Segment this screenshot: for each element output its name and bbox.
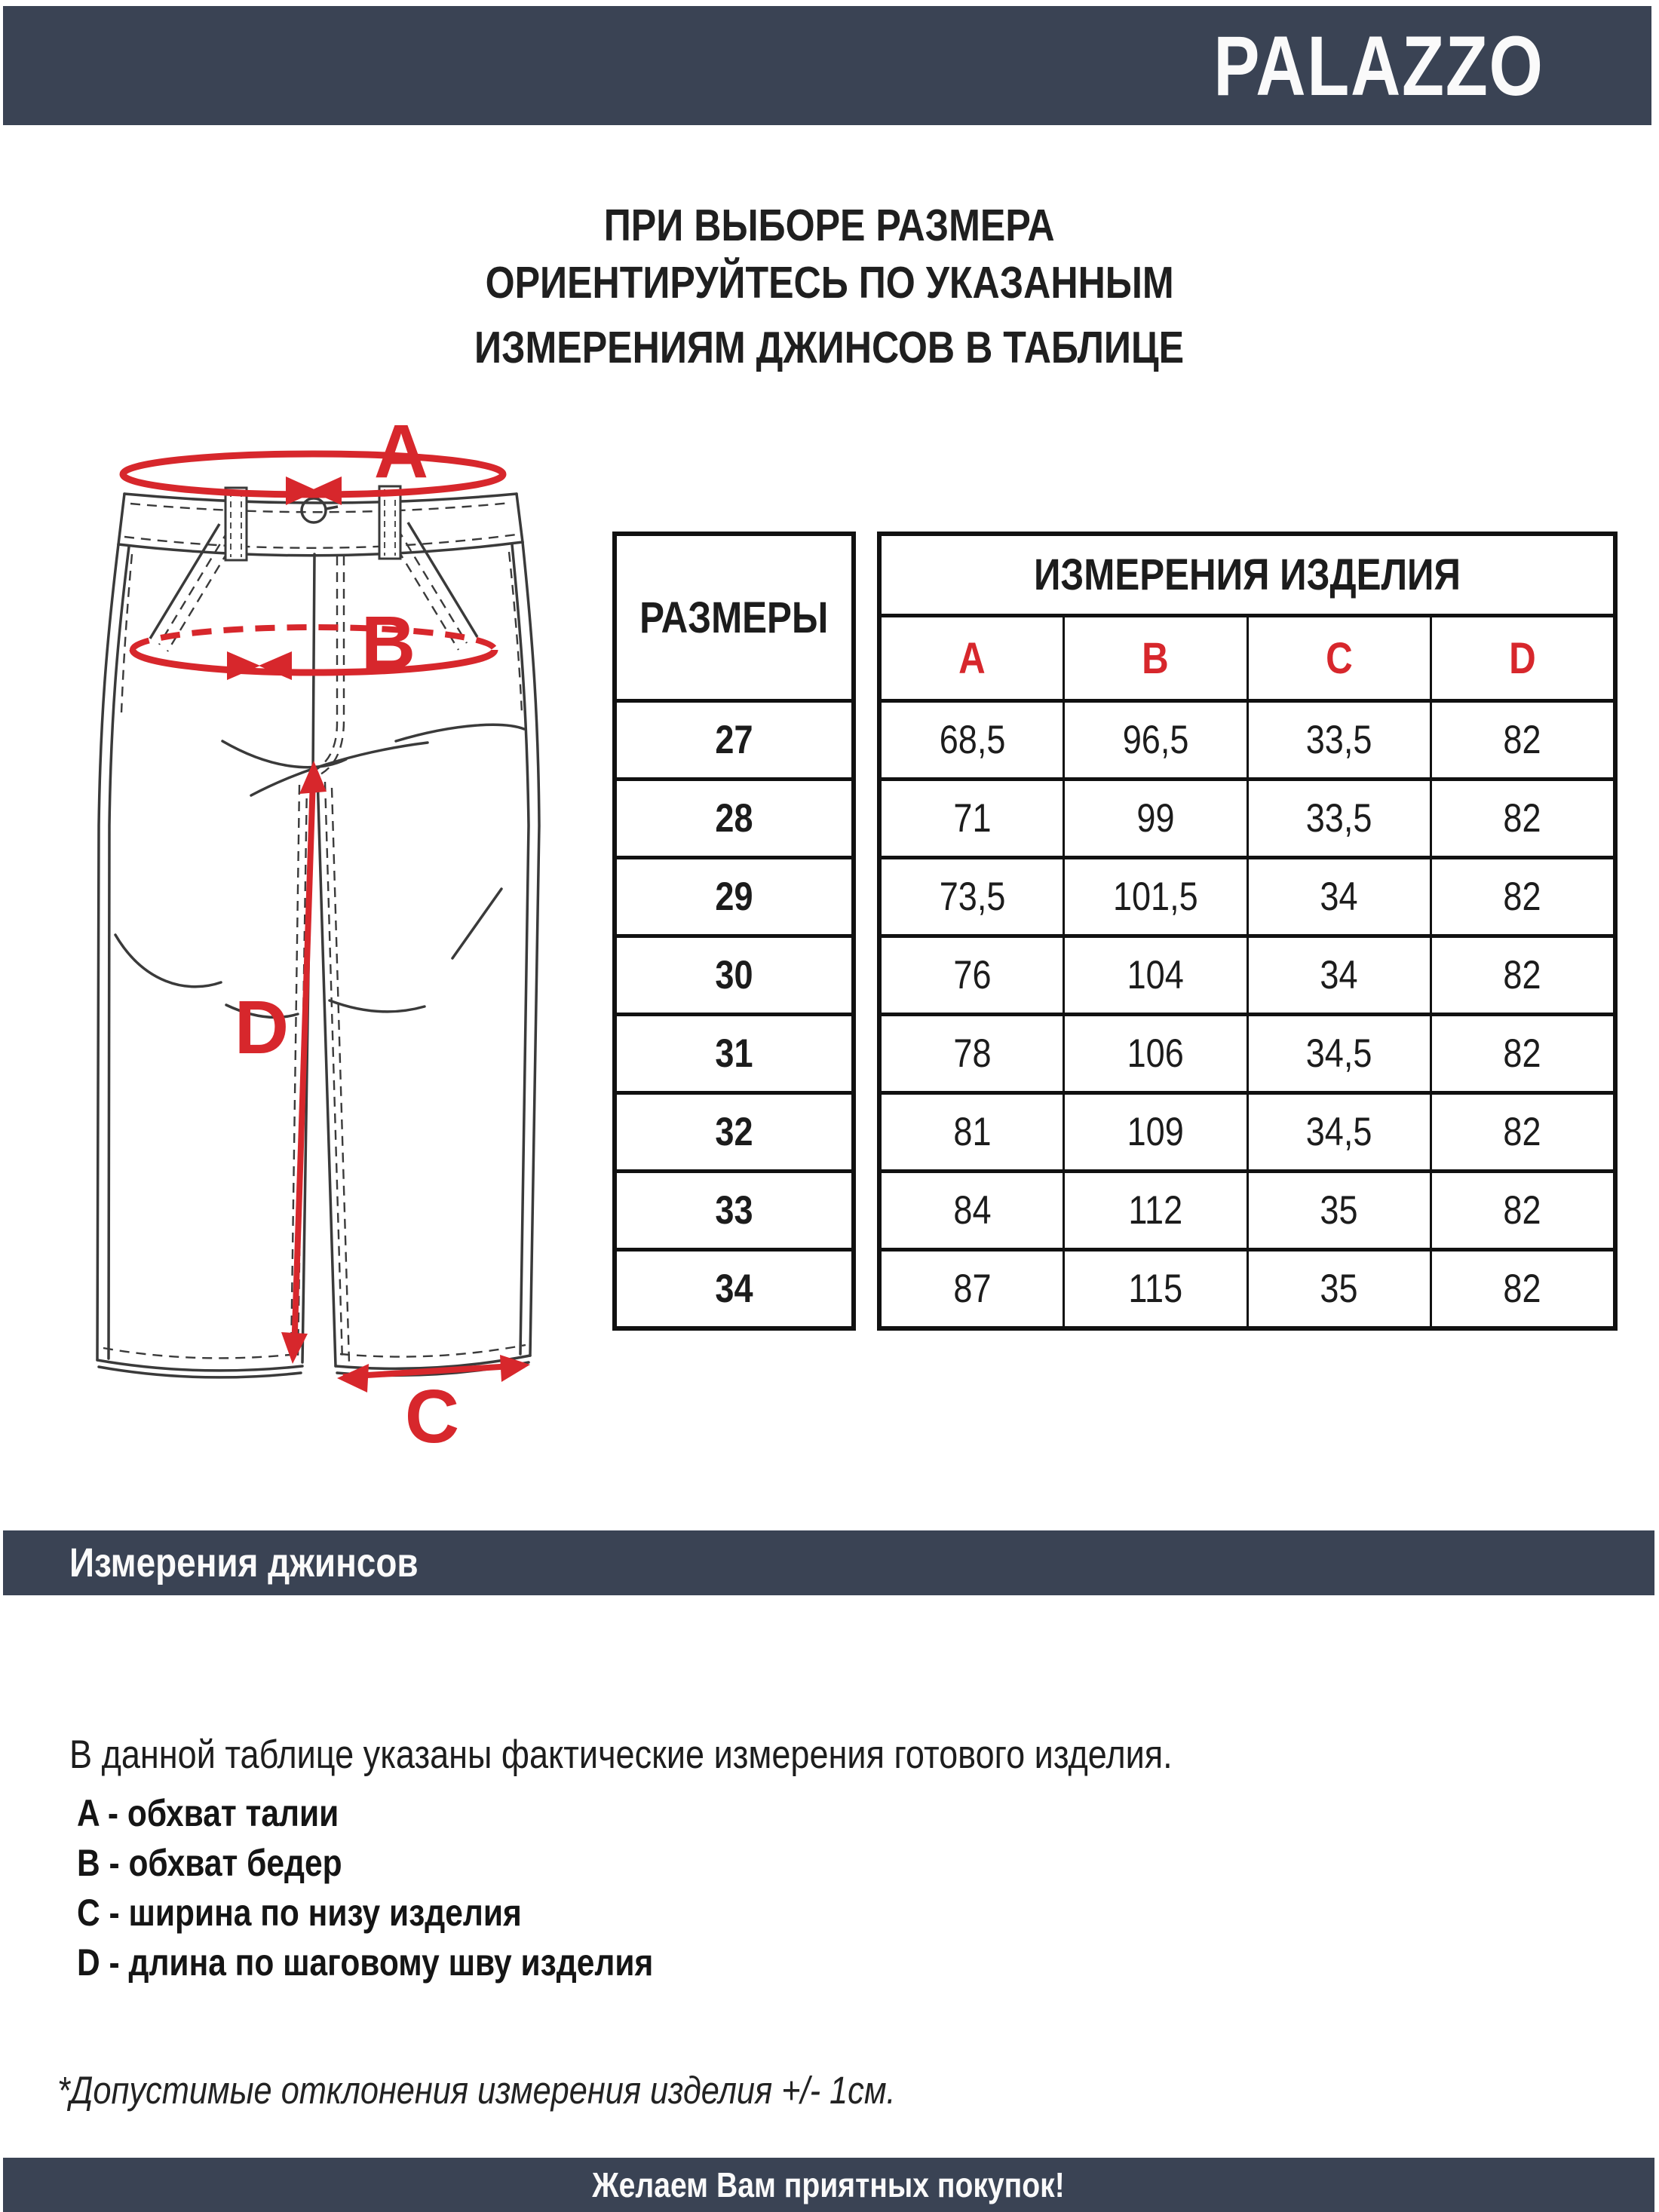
column-letter: D — [1509, 633, 1536, 683]
size-value: 28 — [715, 796, 753, 841]
measurement-row — [882, 934, 1613, 1013]
measurements-header-cell: ИЗМЕРЕНИЯ ИЗДЕЛИЯ — [882, 536, 1613, 617]
size-value: 29 — [715, 875, 753, 919]
value-d-cell: 82 — [1430, 1173, 1613, 1248]
sizes-table — [612, 532, 856, 1331]
size-row — [617, 1169, 851, 1248]
column-letter: B — [1142, 633, 1170, 683]
value-c-cell: 33,5 — [1247, 703, 1430, 777]
value-a-cell: 73,5 — [939, 875, 1005, 919]
legend-item: C - ширина по низу изделия — [77, 1892, 522, 1934]
size-row — [617, 856, 851, 934]
value-d-cell: 82 — [1430, 859, 1613, 934]
value-a-cell: 76 — [953, 953, 992, 997]
value-a-cell: 81 — [953, 1110, 992, 1154]
value-d-cell: 82 — [1430, 1095, 1613, 1169]
value-a-cell: 71 — [953, 796, 992, 841]
value-a-cell: 78 — [953, 1031, 992, 1076]
measurement-columns — [882, 617, 1613, 699]
size-row — [617, 1091, 851, 1169]
value-b-cell: 115 — [1063, 1252, 1246, 1326]
tolerance-note: *Допустимые отклонения измерения изделия +/- 1см. — [57, 2069, 896, 2112]
brand-name: PALAZZO — [1213, 18, 1544, 113]
column-header-cell — [1247, 617, 1430, 699]
value-c-cell: 34 — [1247, 938, 1430, 1013]
jeans-technical-drawing — [72, 418, 569, 1527]
value-c-cell: 34 — [1247, 859, 1430, 934]
value-c-cell: 33,5 — [1247, 781, 1430, 856]
value-b-cell: 99 — [1063, 781, 1246, 856]
value-a-cell: 68,5 — [939, 718, 1005, 762]
measurement-marks — [123, 454, 524, 1377]
measurements-table — [877, 532, 1618, 1331]
measurement-row — [882, 1248, 1613, 1326]
section-title-bar: Измерения джинсов — [3, 1530, 1654, 1595]
size-value: 27 — [715, 718, 753, 762]
sizes-rows — [617, 699, 851, 1326]
jeans-outline — [97, 494, 539, 1377]
waist-measure-ellipse — [123, 454, 503, 495]
legend-item: B - обхват бедер — [77, 1842, 342, 1884]
intro-heading — [0, 202, 1659, 371]
value-c-cell: 34,5 — [1247, 1016, 1430, 1091]
size-value: 30 — [715, 953, 753, 997]
brand-header-bar — [3, 6, 1651, 125]
size-value: 34 — [715, 1267, 753, 1311]
intro-line-1: ПРИ ВЫБОРЕ РАЗМЕРА — [604, 201, 1055, 250]
label-a: A — [373, 418, 429, 494]
size-row — [617, 777, 851, 856]
measurement-legend — [77, 1788, 755, 1987]
column-header-cell — [1430, 617, 1613, 699]
legend-item: A - обхват талии — [77, 1792, 339, 1834]
measurement-rows — [882, 699, 1613, 1326]
measurement-row — [882, 856, 1613, 934]
label-d: D — [234, 985, 290, 1070]
measurement-row — [882, 1013, 1613, 1091]
value-a-cell: 87 — [953, 1267, 992, 1311]
value-b-cell: 104 — [1063, 938, 1246, 1013]
size-row — [617, 1248, 851, 1326]
value-d-cell: 82 — [1430, 1252, 1613, 1326]
value-b-cell: 112 — [1063, 1173, 1246, 1248]
value-d-cell: 82 — [1430, 1016, 1613, 1091]
value-b-cell: 96,5 — [1063, 703, 1246, 777]
label-c: C — [404, 1374, 460, 1459]
column-letter: A — [958, 633, 986, 683]
label-b: B — [360, 601, 416, 685]
intro-line-2: ОРИЕНТИРУЙТЕСЬ ПО УКАЗАННЫМ — [485, 258, 1174, 308]
measurement-row — [882, 1091, 1613, 1169]
measurement-row — [882, 777, 1613, 856]
size-row — [617, 934, 851, 1013]
value-c-cell: 35 — [1247, 1173, 1430, 1248]
column-header-cell — [1063, 617, 1246, 699]
footer-bar: Желаем Вам приятных покупок! — [3, 2158, 1654, 2212]
column-header-cell — [882, 617, 1063, 699]
value-c-cell: 35 — [1247, 1252, 1430, 1326]
measurement-row — [882, 1169, 1613, 1248]
size-value: 33 — [715, 1188, 753, 1233]
size-value: 31 — [715, 1031, 753, 1076]
table-description: В данной таблице указаны фактические измерения готового изделия. — [69, 1733, 1173, 1777]
size-row — [617, 699, 851, 777]
value-d-cell: 82 — [1430, 938, 1613, 1013]
intro-line-3: ИЗМЕРЕНИЯМ ДЖИНСОВ В ТАБЛИЦЕ — [474, 323, 1185, 372]
legend-item: D - длина по шаговому шву изделия — [77, 1941, 654, 1984]
value-a-cell: 84 — [953, 1188, 992, 1233]
value-d-cell: 82 — [1430, 703, 1613, 777]
size-value: 32 — [715, 1110, 753, 1154]
measurement-row — [882, 699, 1613, 777]
value-b-cell: 109 — [1063, 1095, 1246, 1169]
sizes-header-cell: РАЗМЕРЫ — [639, 593, 829, 642]
value-b-cell: 101,5 — [1063, 859, 1246, 934]
size-row — [617, 1013, 851, 1091]
value-c-cell: 34,5 — [1247, 1095, 1430, 1169]
value-b-cell: 106 — [1063, 1016, 1246, 1091]
value-d-cell: 82 — [1430, 781, 1613, 856]
column-letter: C — [1325, 633, 1353, 683]
